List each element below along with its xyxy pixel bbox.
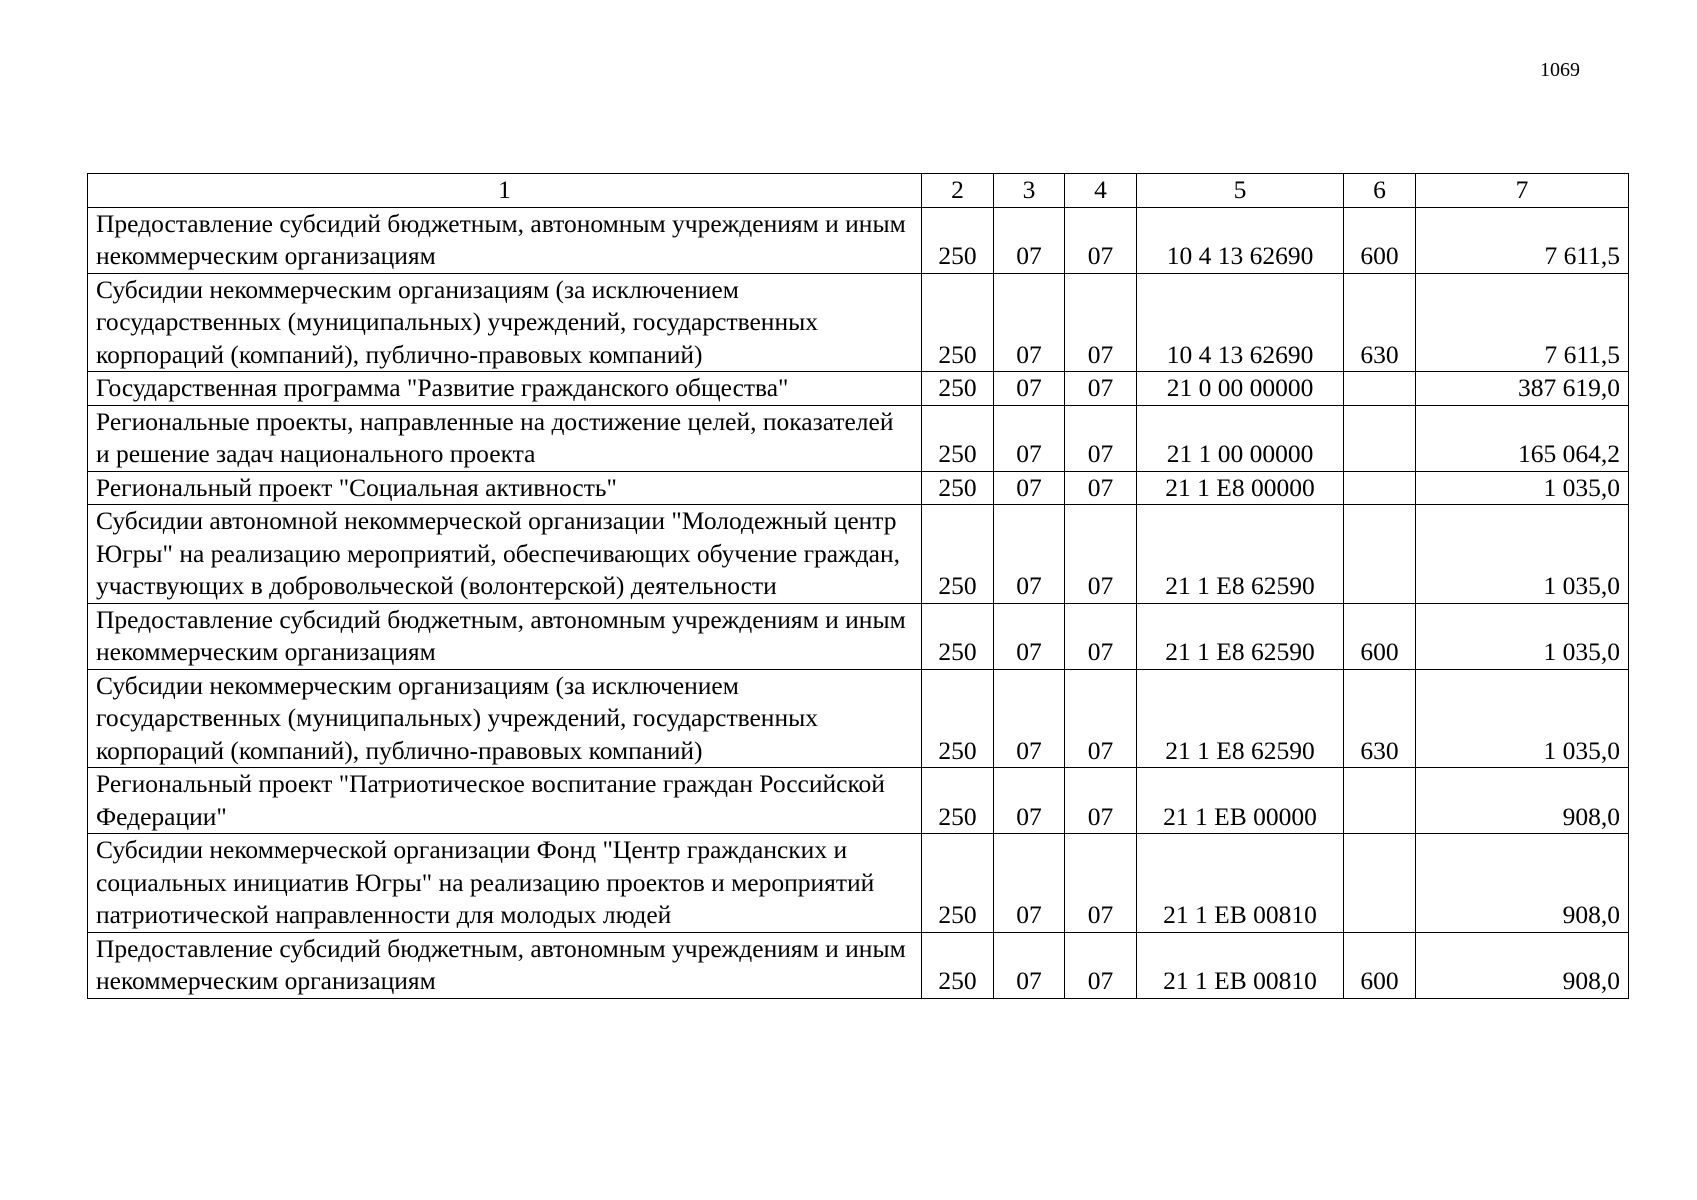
table-row (88, 768, 1629, 834)
expense-type-cell: 600 (1344, 932, 1416, 998)
subsection-cell: 07 (1065, 405, 1137, 471)
target-article-cell: 10 4 13 62690 (1137, 273, 1344, 372)
table-row (88, 207, 1629, 273)
row-name-cell: Субсидии некоммерческой организации Фонд "Центр гражданских и социальных инициатив Югры" на реализацию проектов и мероприятий патриотической направленности для молодых людей (88, 834, 922, 933)
amount-cell: 908,0 (1416, 932, 1629, 998)
section-cell: 07 (994, 505, 1065, 604)
section-cell: 07 (994, 273, 1065, 372)
target-article-cell: 21 1 00 00000 (1137, 405, 1344, 471)
amount-cell: 908,0 (1416, 768, 1629, 834)
table-header-row (88, 174, 1629, 208)
target-article-cell: 21 1 E8 62590 (1137, 669, 1344, 768)
target-article-cell: 21 1 E8 62590 (1137, 505, 1344, 604)
table-row (88, 834, 1629, 933)
amount-cell: 908,0 (1416, 834, 1629, 933)
subsection-cell: 07 (1065, 768, 1137, 834)
row-name-cell: Региональный проект "Патриотическое воспитание граждан Российской Федерации" (88, 768, 922, 834)
page-number: 1069 (1540, 59, 1580, 81)
section-cell: 07 (994, 207, 1065, 273)
ministry-code-cell: 250 (922, 405, 994, 471)
table-row (88, 669, 1629, 768)
ministry-code-cell: 250 (922, 273, 994, 372)
expense-type-cell (1344, 471, 1416, 505)
target-article-cell: 21 1 EB 00810 (1137, 834, 1344, 933)
row-name-cell: Субсидии некоммерческим организациям (за исключением государственных (муниципальных) учреждений, государственных корпораций (компаний), публично-правовых компаний) (88, 669, 922, 768)
table-row (88, 471, 1629, 505)
amount-cell: 7 611,5 (1416, 273, 1629, 372)
row-name-cell: Предоставление субсидий бюджетным, автономным учреждениям и иным некоммерческим организациям (88, 603, 922, 669)
amount-cell: 165 064,2 (1416, 405, 1629, 471)
column-header: 6 (1344, 174, 1416, 208)
table-row (88, 273, 1629, 372)
table-row (88, 603, 1629, 669)
row-name-cell: Предоставление субсидий бюджетным, автономным учреждениям и иным некоммерческим организациям (88, 207, 922, 273)
section-cell: 07 (994, 768, 1065, 834)
ministry-code-cell: 250 (922, 834, 994, 933)
subsection-cell: 07 (1065, 471, 1137, 505)
subsection-cell: 07 (1065, 372, 1137, 406)
amount-cell: 1 035,0 (1416, 603, 1629, 669)
target-article-cell: 21 1 EB 00810 (1137, 932, 1344, 998)
section-cell: 07 (994, 405, 1065, 471)
target-article-cell: 10 4 13 62690 (1137, 207, 1344, 273)
amount-cell: 1 035,0 (1416, 471, 1629, 505)
table-row (88, 932, 1629, 998)
ministry-code-cell: 250 (922, 505, 994, 604)
expense-type-cell (1344, 405, 1416, 471)
amount-cell: 1 035,0 (1416, 505, 1629, 604)
target-article-cell: 21 1 EB 00000 (1137, 768, 1344, 834)
section-cell: 07 (994, 471, 1065, 505)
row-name-cell: Субсидии некоммерческим организациям (за исключением государственных (муниципальных) учреждений, государственных корпораций (компаний), публично-правовых компаний) (88, 273, 922, 372)
target-article-cell: 21 1 E8 62590 (1137, 603, 1344, 669)
expense-type-cell (1344, 768, 1416, 834)
section-cell: 07 (994, 932, 1065, 998)
row-name-cell: Региональные проекты, направленные на достижение целей, показателей и решение задач национального проекта (88, 405, 922, 471)
ministry-code-cell: 250 (922, 603, 994, 669)
section-cell: 07 (994, 603, 1065, 669)
budget-table (87, 173, 1629, 999)
expense-type-cell: 630 (1344, 273, 1416, 372)
table-row (88, 505, 1629, 604)
target-article-cell: 21 0 00 00000 (1137, 372, 1344, 406)
section-cell: 07 (994, 372, 1065, 406)
expense-type-cell: 600 (1344, 207, 1416, 273)
ministry-code-cell: 250 (922, 207, 994, 273)
table-row (88, 405, 1629, 471)
table-row (88, 372, 1629, 406)
subsection-cell: 07 (1065, 669, 1137, 768)
column-header: 7 (1416, 174, 1629, 208)
subsection-cell: 07 (1065, 273, 1137, 372)
row-name-cell: Государственная программа "Развитие гражданского общества" (88, 372, 922, 406)
section-cell: 07 (994, 834, 1065, 933)
ministry-code-cell: 250 (922, 932, 994, 998)
subsection-cell: 07 (1065, 505, 1137, 604)
row-name-cell: Предоставление субсидий бюджетным, автономным учреждениям и иным некоммерческим организациям (88, 932, 922, 998)
column-header: 3 (994, 174, 1065, 208)
target-article-cell: 21 1 E8 00000 (1137, 471, 1344, 505)
row-name-cell: Региональный проект "Социальная активность" (88, 471, 922, 505)
row-name-cell: Субсидии автономной некоммерческой организации "Молодежный центр Югры" на реализацию мероприятий, обеспечивающих обучение граждан, участвующих в добровольческой (волонтерской) деятельности (88, 505, 922, 604)
amount-cell: 1 035,0 (1416, 669, 1629, 768)
expense-type-cell: 630 (1344, 669, 1416, 768)
ministry-code-cell: 250 (922, 372, 994, 406)
column-header: 2 (922, 174, 994, 208)
expense-type-cell (1344, 834, 1416, 933)
expense-type-cell (1344, 372, 1416, 406)
amount-cell: 7 611,5 (1416, 207, 1629, 273)
column-header: 5 (1137, 174, 1344, 208)
subsection-cell: 07 (1065, 603, 1137, 669)
amount-cell: 387 619,0 (1416, 372, 1629, 406)
expense-type-cell (1344, 505, 1416, 604)
ministry-code-cell: 250 (922, 471, 994, 505)
column-header: 4 (1065, 174, 1137, 208)
subsection-cell: 07 (1065, 834, 1137, 933)
section-cell: 07 (994, 669, 1065, 768)
subsection-cell: 07 (1065, 207, 1137, 273)
expense-type-cell: 600 (1344, 603, 1416, 669)
ministry-code-cell: 250 (922, 669, 994, 768)
column-header: 1 (88, 174, 922, 208)
ministry-code-cell: 250 (922, 768, 994, 834)
subsection-cell: 07 (1065, 932, 1137, 998)
